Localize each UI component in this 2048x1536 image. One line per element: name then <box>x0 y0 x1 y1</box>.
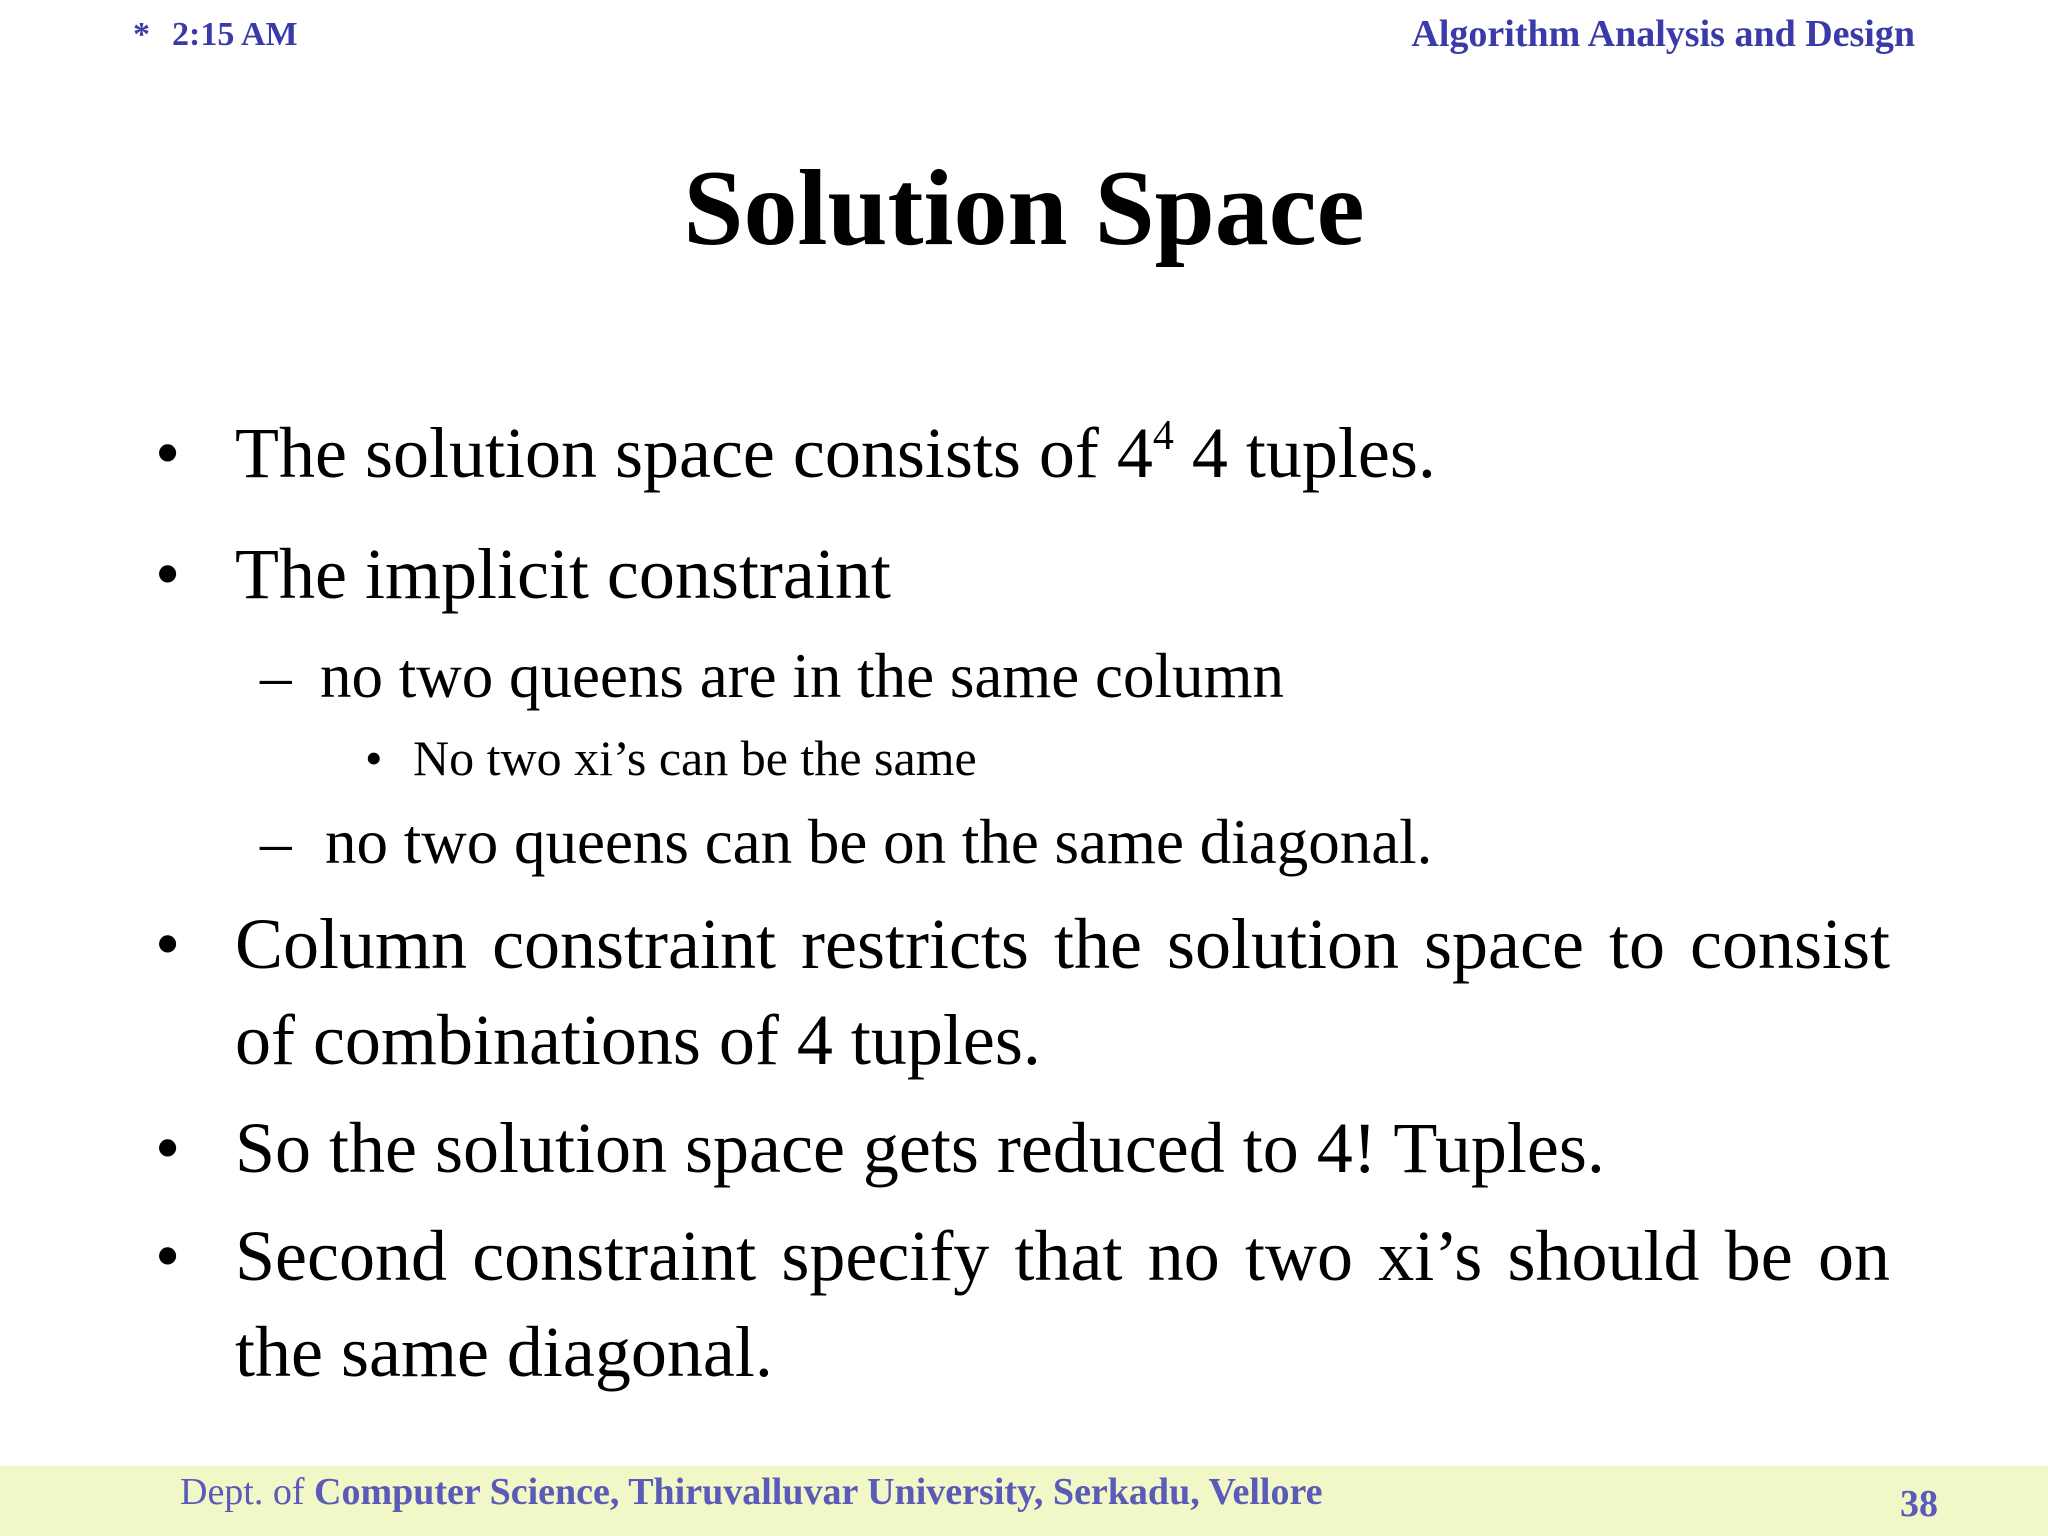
header-course-title: Algorithm Analysis and Design <box>1411 13 1915 55</box>
footer-bar <box>0 1466 2048 1536</box>
bullet-text: The implicit constraint <box>235 534 891 614</box>
sub-bullet-column <box>155 634 1890 718</box>
bullet-text: The solution space consists of 4 <box>235 413 1153 493</box>
bullet-text: Second constraint specify that no two xi’s should be on the same diagonal. <box>235 1216 1890 1392</box>
bullet-icon: • <box>155 904 181 984</box>
bullet-implicit-constraint <box>155 526 1890 622</box>
bullet-icon: • <box>155 1216 181 1296</box>
bullet-second-constraint <box>155 1208 1890 1400</box>
footer-department <box>180 1470 1323 1514</box>
dash-icon: – <box>260 807 292 877</box>
header-time: 2:15 AM <box>172 16 298 53</box>
dash-icon: – <box>260 641 292 711</box>
slide-body <box>155 405 1890 1412</box>
page-number: 38 <box>1900 1483 1938 1525</box>
bullet-text: So the solution space gets reduced to 4! Tuples. <box>235 1108 1605 1188</box>
header-date-time <box>133 16 298 54</box>
bullet-column-constraint <box>155 896 1890 1088</box>
footer-institution: Computer Science, Thiruvalluvar University, Serkadu, Vellore <box>314 1471 1323 1513</box>
bullet-text: Column constraint restricts the solution space to consist of combinations of 4 tuples. <box>235 904 1890 1080</box>
slide-title: Solution Space <box>683 149 1365 268</box>
bullet-solution-space <box>155 405 1890 512</box>
footer-dept-prefix: Dept. of <box>180 1471 315 1513</box>
bullet-text-tail: 4 tuples. <box>1173 413 1436 493</box>
bullet-icon: • <box>365 730 383 786</box>
sub-bullet-diagonal <box>155 800 1890 884</box>
sub-sub-bullet-xi <box>155 724 1890 792</box>
sub-bullet-text: no two queens are in the same column <box>320 641 1284 711</box>
bullet-icon: • <box>155 534 181 614</box>
sub-sub-bullet-text: No two xi’s can be the same <box>413 730 977 786</box>
exponent: 4 <box>1152 413 1174 459</box>
sub-bullet-text: no two queens can be on the same diagonal. <box>325 807 1433 877</box>
bullet-icon: • <box>155 413 181 493</box>
bullet-reduced <box>155 1100 1890 1196</box>
bullet-icon: • <box>155 1108 181 1188</box>
header-star: * <box>133 16 150 53</box>
